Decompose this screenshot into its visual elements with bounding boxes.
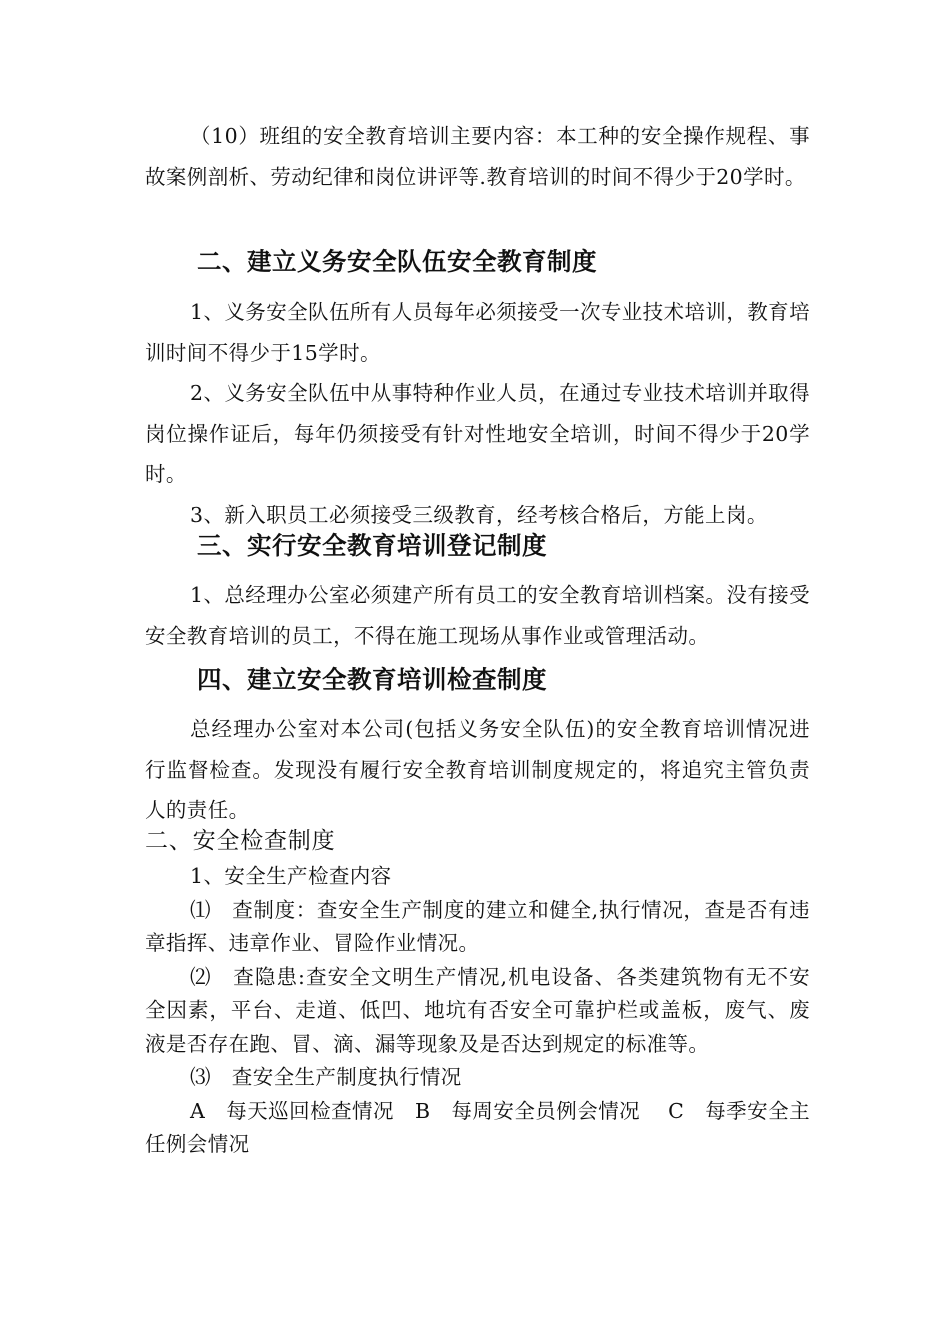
volunteer-team-items (145, 292, 810, 535)
list-item: A 每天巡回检查情况 B 每周安全员例会情况 C 每季安全主任例会情况 (145, 1098, 810, 1156)
list-item: ⑶ 查安全生产制度执行情况 (190, 1065, 462, 1089)
list-item: 1、义务安全队伍所有人员每年必须接受一次专业技术培训，教育培训时间不得少于15学时。 (145, 300, 810, 365)
section-title: 二、安全检查制度 (145, 828, 336, 854)
list-item: 2、义务安全队伍中从事特种作业人员，在通过专业技术培训并取得岗位操作证后，每年仍须接受有针对性地安全培训，时间不得少于20学时。 (145, 381, 810, 486)
safety-inspection-content (145, 860, 810, 1162)
heading-training-registration (145, 526, 810, 566)
inspection-paragraph (145, 709, 810, 831)
section-heading: 四、建立安全教育培训检查制度 (197, 665, 547, 694)
registration-items (145, 575, 810, 656)
list-item: ⑴ 查制度：查安全生产制度的建立和健全,执行情况，查是否有违章指挥、违章作业、冒险作业情况。 (145, 897, 810, 955)
subheading: 1、安全生产检查内容 (190, 864, 392, 888)
safety-inspection-section (145, 823, 810, 859)
paragraph-text: 总经理办公室对本公司(包括义务安全队伍)的安全教育培训情况进行监督检查。发现没有履行安全教育培训制度规定的，将追究主管负责人的责任。 (145, 717, 810, 822)
list-item: ⑵ 查隐患:查安全文明生产情况,机电设备、各类建筑物有无不安全因素，平台、走道、低凹、地坑有否安全可靠护栏或盖板，废气、废液是否存在跑、冒、滴、漏等现象及是否达到规定的标准等。 (145, 964, 810, 1056)
heading-training-inspection (145, 660, 810, 700)
paragraph-text: （10）班组的安全教育培训主要内容：本工种的安全操作规程、事故案例剖析、劳动纪律和岗位讲评等.教育培训的时间不得少于20学时。 (145, 124, 810, 189)
list-item: 1、总经理办公室必须建产所有员工的安全教育培训档案。没有接受安全教育培训的员工，不得在施工现场从事作业或管理活动。 (145, 583, 810, 648)
section-heading: 三、实行安全教育培训登记制度 (197, 531, 547, 560)
section-heading: 二、建立义务安全队伍安全教育制度 (197, 247, 597, 276)
heading-volunteer-safety-team (145, 242, 810, 282)
list-item: 3、新入职员工必须接受三级教育，经考核合格后，方能上岗。 (190, 502, 768, 527)
paragraph-item-10 (145, 116, 810, 197)
